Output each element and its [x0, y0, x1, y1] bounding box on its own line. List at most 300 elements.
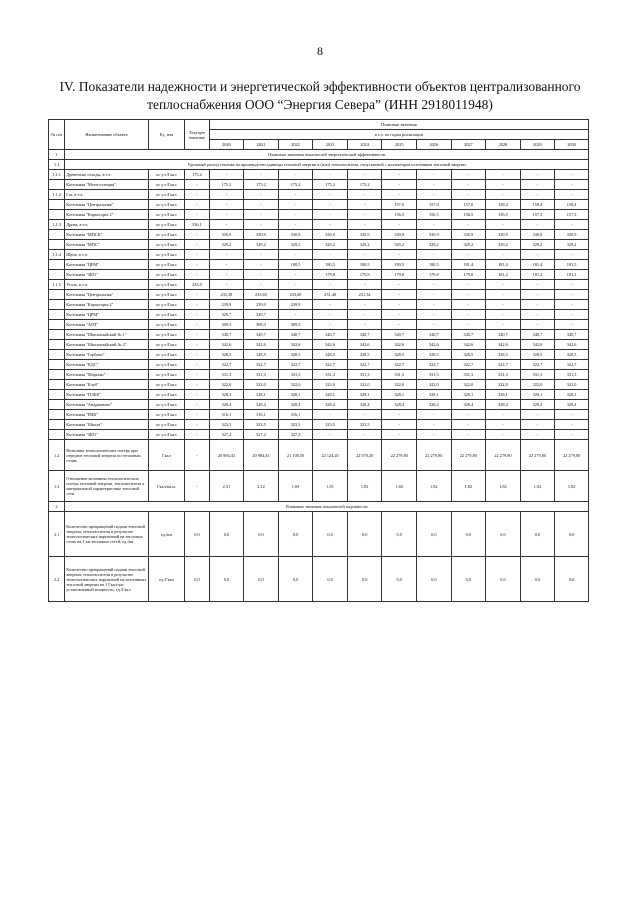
- row-unit: ед./км: [148, 512, 185, 557]
- row-unit: кг у.т./Гкал: [148, 380, 185, 390]
- row-value: 179,8: [417, 270, 452, 280]
- row-value: 233,60: [278, 290, 313, 300]
- row-value: 328,4: [555, 400, 589, 410]
- table-row: [49, 390, 589, 400]
- row-value: 322,0: [382, 380, 417, 390]
- row-current: -: [185, 180, 209, 190]
- row-value: 322,7: [244, 360, 279, 370]
- row-value: 180,5: [313, 260, 348, 270]
- row-unit: кг у.т./Гкал: [148, 290, 185, 300]
- section-row: [49, 150, 589, 160]
- row-value: -: [451, 300, 486, 310]
- row-value: -: [347, 410, 382, 420]
- row-value: 323,5: [347, 420, 382, 430]
- row-value: 330,9: [244, 230, 279, 240]
- row-num: [49, 300, 65, 310]
- row-value: 323,5: [313, 420, 348, 430]
- row-value: -: [417, 420, 452, 430]
- row-value: -: [486, 220, 521, 230]
- row-value: 0,0: [555, 512, 589, 557]
- table-row: [49, 400, 589, 410]
- row-value: 322,7: [278, 360, 313, 370]
- row-value: 328,4: [278, 400, 313, 410]
- row-value: 329,2: [278, 240, 313, 250]
- row-value: -: [244, 280, 279, 290]
- row-current: -: [185, 380, 209, 390]
- row-value: 342,6: [347, 340, 382, 350]
- row-value: 0,0: [278, 557, 313, 602]
- row-num: [49, 400, 65, 410]
- row-name: Количество прекращений подачи тепловой энергии, теплоносителя в результате технологических нарушений на тепловых сетях на 1 км тепловых сетей, ед./км: [65, 512, 148, 557]
- row-unit: кг у.т./Гкал: [148, 370, 185, 380]
- row-value: -: [555, 220, 589, 230]
- row-value: -: [486, 410, 521, 420]
- row-value: -: [520, 220, 555, 230]
- row-num: 1.1.4: [49, 250, 65, 260]
- row-value: -: [313, 430, 348, 440]
- row-value: 22 279,80: [382, 440, 417, 471]
- header-year-2022: 2022: [278, 140, 313, 150]
- row-value: 157,0: [382, 200, 417, 210]
- row-value: -: [382, 180, 417, 190]
- row-num: [49, 380, 65, 390]
- row-unit: кг у.т./Гкал: [148, 190, 185, 200]
- row-value: 328,5: [555, 350, 589, 360]
- row-value: 331,3: [486, 370, 521, 380]
- row-num: [49, 210, 65, 220]
- table-row: [49, 410, 589, 420]
- row-name: Котельная "КДС": [65, 360, 148, 370]
- row-value: -: [486, 430, 521, 440]
- row-value: -: [520, 320, 555, 330]
- row-value: 316,1: [278, 410, 313, 420]
- row-value: 342,6: [278, 340, 313, 350]
- row-value: 322,0: [278, 380, 313, 390]
- row-value: 328,5: [417, 350, 452, 360]
- row-value: -: [347, 320, 382, 330]
- row-num: [49, 180, 65, 190]
- row-value: 316,1: [244, 410, 279, 420]
- row-name: Котельная "АТП": [65, 320, 148, 330]
- row-value: 22 279,80: [520, 440, 555, 471]
- row-value: -: [417, 320, 452, 330]
- row-value: 181,2: [520, 270, 555, 280]
- row-value: 1,69: [278, 471, 313, 502]
- row-name: Котельная "Карпогоры-2": [65, 300, 148, 310]
- row-value: 0,0: [209, 512, 244, 557]
- row-value: -: [278, 270, 313, 280]
- row-value: -: [520, 300, 555, 310]
- row-unit: кг у.т./Гкал: [148, 320, 185, 330]
- row-value: -: [520, 290, 555, 300]
- row-value: 158,4: [486, 200, 521, 210]
- row-value: 180,5: [382, 260, 417, 270]
- table-row: [49, 230, 589, 240]
- row-name: Древесные отходы, в т.ч.: [65, 170, 148, 180]
- row-value: -: [382, 250, 417, 260]
- row-value: -: [244, 170, 279, 180]
- row-value: 180,5: [347, 260, 382, 270]
- row-value: 329,2: [555, 240, 589, 250]
- row-value: 0,0: [278, 512, 313, 557]
- row-value: 340,7: [209, 330, 244, 340]
- row-num: [49, 430, 65, 440]
- row-value: 156,5: [486, 210, 521, 220]
- row-name: Котельная "Центральная": [65, 200, 148, 210]
- row-value: 322,0: [555, 380, 589, 390]
- row-value: -: [382, 310, 417, 320]
- row-value: -: [209, 220, 244, 230]
- table-row: [49, 440, 589, 471]
- row-value: -: [486, 170, 521, 180]
- row-value: -: [555, 300, 589, 310]
- row-value: -: [520, 430, 555, 440]
- row-value: 328,5: [209, 350, 244, 360]
- row-value: 158,4: [555, 200, 589, 210]
- row-value: 175,2: [313, 180, 348, 190]
- row-current: -: [185, 300, 209, 310]
- row-value: 330,9: [555, 230, 589, 240]
- table-row: [49, 290, 589, 300]
- row-value: 330,9: [209, 230, 244, 240]
- row-current: -: [185, 471, 209, 502]
- row-num: [49, 270, 65, 280]
- row-value: 330,9: [486, 230, 521, 240]
- row-unit: кг у.т./Гкал: [148, 420, 185, 430]
- page-number: 8: [317, 44, 323, 58]
- row-value: 328,1: [347, 390, 382, 400]
- row-value: -: [347, 430, 382, 440]
- row-value: -: [209, 280, 244, 290]
- row-value: 328,5: [347, 350, 382, 360]
- row-value: 179,8: [313, 270, 348, 280]
- row-value: 329,2: [313, 240, 348, 250]
- row-unit: кг у.т./Гкал: [148, 220, 185, 230]
- table-row: [49, 310, 589, 320]
- row-unit: кг у.т./Гкал: [148, 350, 185, 360]
- row-value: 0,0: [555, 557, 589, 602]
- row-current: 233,0: [185, 280, 209, 290]
- section-num: 2: [49, 502, 65, 512]
- row-value: 327,2: [244, 430, 279, 440]
- row-value: 20 984,43: [244, 440, 279, 471]
- row-value: 340,7: [555, 330, 589, 340]
- row-value: 0,0: [451, 557, 486, 602]
- row-value: 181,2: [555, 270, 589, 280]
- row-unit: кг у.т./Гкал: [148, 330, 185, 340]
- row-unit: кг у.т./Гкал: [148, 410, 185, 420]
- row-value: 1,82: [520, 471, 555, 502]
- row-value: 340,7: [520, 330, 555, 340]
- header-by-years: в т.ч. по годам реализации: [209, 130, 588, 140]
- row-value: 316,1: [209, 410, 244, 420]
- row-value: 331,3: [347, 370, 382, 380]
- row-num: 2.2: [49, 557, 65, 602]
- row-value: 22 124,20: [313, 440, 348, 471]
- row-value: 328,4: [209, 400, 244, 410]
- row-unit: кг у.т./Гкал: [148, 280, 185, 290]
- row-num: [49, 410, 65, 420]
- row-value: 322,0: [313, 380, 348, 390]
- row-num: 1.2: [49, 440, 65, 471]
- row-current: -: [185, 330, 209, 340]
- table-row: [49, 220, 589, 230]
- row-value: 329,2: [520, 240, 555, 250]
- row-num: [49, 350, 65, 360]
- row-value: 330,9: [313, 230, 348, 240]
- row-value: -: [555, 410, 589, 420]
- row-current: 0,0: [185, 557, 209, 602]
- row-unit: кг у.т./Гкал: [148, 230, 185, 240]
- row-unit: кг у.т./Гкал: [148, 390, 185, 400]
- header-year-2028: 2028: [486, 140, 521, 150]
- header-year-2025: 2025: [382, 140, 417, 150]
- row-current: 0,0: [185, 512, 209, 557]
- row-value: 323,5: [278, 420, 313, 430]
- row-value: -: [451, 250, 486, 260]
- row-value: 331,3: [382, 370, 417, 380]
- row-value: 0,0: [486, 557, 521, 602]
- table-row: [49, 370, 589, 380]
- row-value: 340,7: [244, 330, 279, 340]
- row-value: 328,5: [244, 350, 279, 360]
- row-value: 0,0: [347, 557, 382, 602]
- row-value: 1,82: [347, 471, 382, 502]
- row-value: 331,3: [451, 370, 486, 380]
- row-current: -: [185, 430, 209, 440]
- row-value: 322,0: [417, 380, 452, 390]
- row-value: -: [347, 220, 382, 230]
- header-num: № п/п: [49, 120, 65, 150]
- row-value: 342,6: [417, 340, 452, 350]
- row-value: -: [313, 310, 348, 320]
- row-value: -: [451, 410, 486, 420]
- row-value: -: [313, 280, 348, 290]
- row-value: 329,2: [382, 240, 417, 250]
- row-num: [49, 330, 65, 340]
- row-value: 330,9: [451, 230, 486, 240]
- header-name: Наименование объекта: [65, 120, 148, 150]
- row-current: -: [185, 260, 209, 270]
- row-value: -: [382, 190, 417, 200]
- row-unit: кг у.т./Гкал: [148, 180, 185, 190]
- row-value: -: [451, 190, 486, 200]
- row-value: 1,82: [382, 471, 417, 502]
- row-value: -: [347, 210, 382, 220]
- row-unit: кг у.т./Гкал: [148, 300, 185, 310]
- row-value: -: [417, 410, 452, 420]
- row-value: 342,6: [209, 340, 244, 350]
- row-value: -: [382, 410, 417, 420]
- row-value: 239,9: [278, 300, 313, 310]
- row-value: 340,7: [313, 330, 348, 340]
- row-num: [49, 260, 65, 270]
- row-value: 0,0: [382, 557, 417, 602]
- row-value: 331,3: [278, 370, 313, 380]
- row-value: 0,0: [313, 557, 348, 602]
- row-value: -: [382, 170, 417, 180]
- table-row: [49, 340, 589, 350]
- row-value: -: [417, 300, 452, 310]
- row-name: Котельная "Школа": [65, 420, 148, 430]
- row-name: Котельная "ПЭБК": [65, 390, 148, 400]
- row-value: -: [278, 250, 313, 260]
- row-value: 331,3: [417, 370, 452, 380]
- section-num: 1: [49, 150, 65, 160]
- row-unit: кг у.т./Гкал: [148, 260, 185, 270]
- row-name: Газ, в т.ч.: [65, 190, 148, 200]
- table-row: [49, 350, 589, 360]
- row-value: -: [520, 250, 555, 260]
- row-unit: кг у.т./Гкал: [148, 430, 185, 440]
- row-unit: Гкал: [148, 440, 185, 471]
- row-value: 0,0: [451, 512, 486, 557]
- row-num: [49, 370, 65, 380]
- row-value: 21 108,50: [278, 440, 313, 471]
- row-value: -: [451, 310, 486, 320]
- row-current: 336,1: [185, 220, 209, 230]
- row-value: -: [555, 190, 589, 200]
- row-value: 2,31: [209, 471, 244, 502]
- row-current: -: [185, 360, 209, 370]
- row-value: -: [382, 300, 417, 310]
- row-value: -: [555, 250, 589, 260]
- row-value: 342,6: [486, 340, 521, 350]
- row-value: 327,2: [278, 430, 313, 440]
- row-current: -: [185, 440, 209, 471]
- row-value: -: [347, 300, 382, 310]
- row-name: Котельная "Центральная": [65, 290, 148, 300]
- row-value: -: [382, 320, 417, 330]
- row-value: -: [347, 170, 382, 180]
- row-value: 179,8: [451, 270, 486, 280]
- row-current: -: [185, 340, 209, 350]
- page-title: IV. Показатели надежности и энергетической эффективности объектов централизованного теплоснабжения ООО “Энергия Севера” (ИНН 2918011948): [59, 79, 581, 112]
- row-value: 340,7: [417, 330, 452, 340]
- table-row: [49, 270, 589, 280]
- row-value: -: [209, 170, 244, 180]
- row-value: 322,0: [209, 380, 244, 390]
- table-header: [49, 120, 589, 150]
- row-value: -: [555, 420, 589, 430]
- row-value: 239,9: [244, 300, 279, 310]
- header-current: Текущее значение: [185, 120, 209, 150]
- row-value: -: [313, 190, 348, 200]
- row-value: 309,3: [278, 320, 313, 330]
- row-value: -: [451, 320, 486, 330]
- row-value: -: [313, 170, 348, 180]
- row-value: -: [520, 190, 555, 200]
- row-value: -: [209, 250, 244, 260]
- row-num: 1.1.3: [49, 220, 65, 230]
- row-value: 340,7: [382, 330, 417, 340]
- table-row: [49, 240, 589, 250]
- row-value: -: [417, 280, 452, 290]
- row-value: -: [555, 430, 589, 440]
- row-num: 1.1.2: [49, 190, 65, 200]
- header-year-2020: 2020: [209, 140, 244, 150]
- row-value: 328,5: [382, 350, 417, 360]
- row-num: 2.1: [49, 512, 65, 557]
- table-row: [49, 280, 589, 290]
- row-value: 157,5: [555, 210, 589, 220]
- row-value: 329,2: [347, 240, 382, 250]
- row-value: -: [278, 310, 313, 320]
- row-value: 181,2: [486, 270, 521, 280]
- row-value: 328,5: [313, 350, 348, 360]
- row-value: 322,7: [451, 360, 486, 370]
- row-value: 329,2: [451, 240, 486, 250]
- row-name: Дрова, в т.ч.: [65, 220, 148, 230]
- row-name: Щепа, в т.ч.: [65, 250, 148, 260]
- row-value: -: [486, 280, 521, 290]
- row-current: -: [185, 420, 209, 430]
- section-num: 1.1: [49, 160, 65, 170]
- row-value: -: [244, 250, 279, 260]
- row-current: -: [185, 410, 209, 420]
- row-value: 328,1: [417, 390, 452, 400]
- row-current: -: [185, 200, 209, 210]
- row-current: -: [185, 230, 209, 240]
- row-value: -: [555, 290, 589, 300]
- row-name: Котельная "МПСК": [65, 230, 148, 240]
- row-value: -: [417, 310, 452, 320]
- table-row: [49, 190, 589, 200]
- row-value: 179,8: [347, 270, 382, 280]
- row-value: 328,5: [520, 350, 555, 360]
- row-num: [49, 230, 65, 240]
- row-name: Котельная "ЗКО": [65, 430, 148, 440]
- row-num: [49, 420, 65, 430]
- row-value: -: [313, 250, 348, 260]
- row-value: 340,7: [486, 330, 521, 340]
- row-value: -: [451, 430, 486, 440]
- row-value: 328,4: [382, 400, 417, 410]
- row-unit: кг у.т./Гкал: [148, 170, 185, 180]
- row-value: 22 279,80: [451, 440, 486, 471]
- row-value: 0,0: [313, 512, 348, 557]
- table-row: [49, 512, 589, 557]
- row-value: -: [555, 180, 589, 190]
- row-value: 158,4: [520, 200, 555, 210]
- row-value: -: [347, 190, 382, 200]
- row-value: 329,7: [244, 310, 279, 320]
- row-current: -: [185, 210, 209, 220]
- row-value: 22 279,80: [417, 440, 452, 471]
- row-value: 327,2: [209, 430, 244, 440]
- row-value: 175,2: [244, 180, 279, 190]
- row-value: -: [209, 190, 244, 200]
- row-value: 322,0: [244, 380, 279, 390]
- row-name: Котельная "Марьеко": [65, 370, 148, 380]
- row-value: 235,38: [209, 290, 244, 300]
- row-current: -: [185, 270, 209, 280]
- row-value: 328,1: [313, 390, 348, 400]
- row-value: -: [417, 290, 452, 300]
- row-value: -: [382, 420, 417, 430]
- row-value: -: [347, 200, 382, 210]
- row-value: 22 279,80: [555, 440, 589, 471]
- row-value: -: [347, 250, 382, 260]
- row-value: -: [278, 220, 313, 230]
- header-year-2023: 2023: [313, 140, 348, 150]
- row-unit: кг у.т./Гкал: [148, 400, 185, 410]
- row-value: -: [244, 260, 279, 270]
- row-value: 340,7: [347, 330, 382, 340]
- row-value: -: [313, 410, 348, 420]
- row-value: 181,4: [451, 260, 486, 270]
- row-unit: кг у.т./Гкал: [148, 200, 185, 210]
